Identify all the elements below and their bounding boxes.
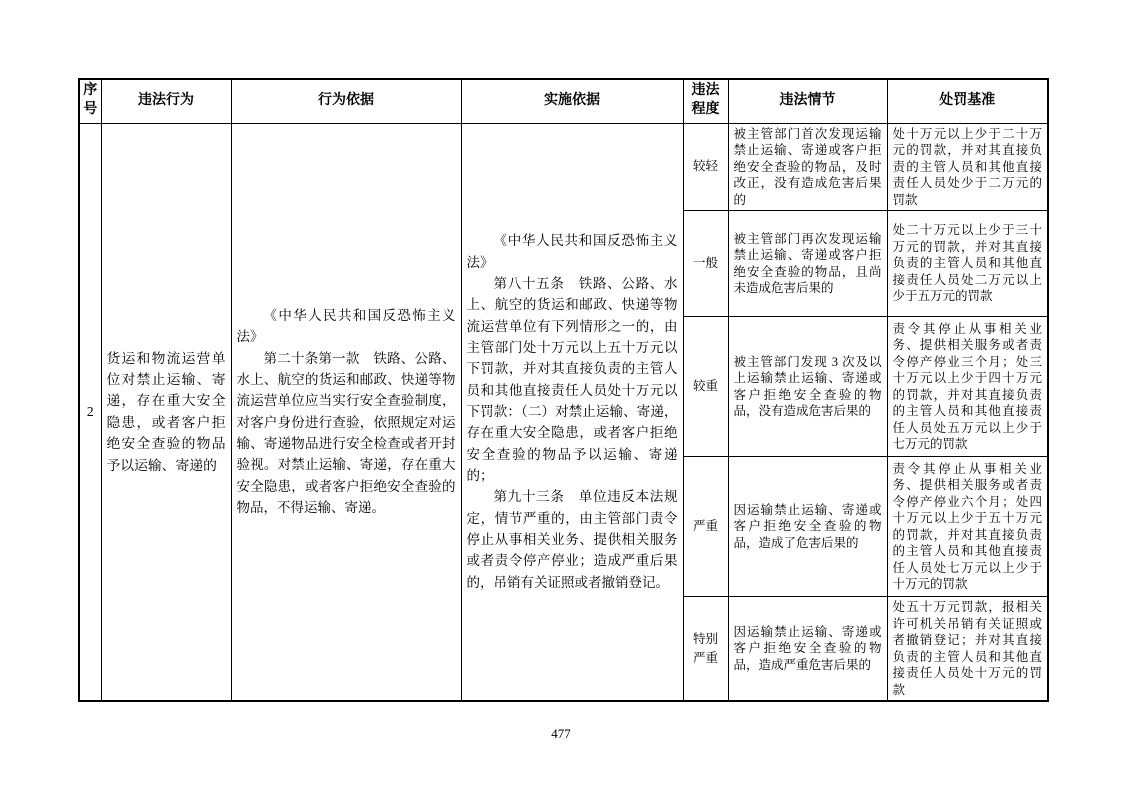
table-row-lighter (79, 123, 1048, 211)
seq-cell: 2 (79, 123, 101, 701)
col-header-behavior-basis: 行为依据 (231, 79, 461, 123)
circumstances-cell: 被主管部门再次发现运输禁止运输、寄递或客户拒绝安全查验的物品，且尚未造成危害后果的 (728, 211, 887, 317)
penalty-cell: 处十万元以上少于二十万元的罚款，并对其直接负责的主管人员和其他直接责任人员处少于二万元的罚款 (887, 123, 1048, 211)
behavior-basis-title: 《中华人民共和国反恐怖主义法》 (236, 308, 456, 345)
col-header-circumstances: 违法情节 (728, 79, 887, 123)
degree-cell: 一般 (683, 211, 728, 317)
degree-cell: 严重 (683, 457, 728, 597)
col-header-violation: 违法行为 (101, 79, 231, 123)
implementation-basis-p2: 第九十三条 单位违反本法规定，情节严重的，由主管部门责令停止从事相关业务、提供相关服务或者责令停产停业；造成严重后果的，吊销有关证照或者撤销登记。 (466, 489, 678, 590)
col-header-degree: 违法程度 (683, 79, 728, 123)
implementation-basis-p1: 第八十五条 铁路、公路、水上、航空的货运和邮政、快递等物流运营单位有下列情形之一的，由主管部门处十万元以上五十万元以下罚款，并对其直接负责的主管人员和其他直接责任人员处十万元以下罚款：（二）对禁止运输、寄递，存在重大安全隐患，或者客户拒绝安全查验的物品予以运输、寄递的； (466, 276, 678, 484)
penalty-cell: 责令其停止从事相关业务、提供相关服务或者责令停产停业六个月；处四十万元以上少于五十万元的罚款，并对其直接负责的主管人员和其他直接责任人员处七万元以上少于十万元的罚款 (887, 457, 1048, 597)
circumstances-cell: 因运输禁止运输、寄递或客户拒绝安全查验的物品，造成了危害后果的 (728, 457, 887, 597)
penalty-cell: 处五十万元罚款，报相关许可机关吊销有关证照或者撤销登记；并对其直接负责的主管人员和其他直接责任人员处十万元的罚款 (887, 597, 1048, 702)
behavior-basis-cell (231, 123, 461, 701)
table-header-row (79, 79, 1048, 123)
degree-cell: 较轻 (683, 123, 728, 211)
implementation-basis-cell (461, 123, 683, 701)
col-header-implementation-basis: 实施依据 (461, 79, 683, 123)
violation-cell: 货运和物流运营单位对禁止运输、寄递，存在重大安全隐患，或者客户拒绝安全查验的物品予以运输、寄递的 (101, 123, 231, 701)
circumstances-cell: 因运输禁止运输、寄递或客户拒绝安全查验的物品，造成严重危害后果的 (728, 597, 887, 702)
penalty-standards-table (78, 78, 1049, 702)
degree-cell: 特别严重 (683, 597, 728, 702)
penalty-cell: 责令其停止从事相关业务、提供相关服务或者责令停产停业三个月；处三十万元以上少于四十万元的罚款，并对其直接负责的主管人员和其他直接责任人员处五万元以上少于七万元的罚款 (887, 317, 1048, 457)
circumstances-cell: 被主管部门首次发现运输禁止运输、寄递或客户拒绝安全查验的物品，及时改正，没有造成危害后果的 (728, 123, 887, 211)
behavior-basis-body: 第二十条第一款 铁路、公路、水上、航空的货运和邮政、快递等物流运营单位应当实行安全查验制度，对客户身份进行查验，依照规定对运输、寄递物品进行安全检查或者开封验视。对禁止运输、寄递，存在重大安全隐患，或者客户拒绝安全查验的物品，不得运输、寄递。 (236, 350, 456, 516)
degree-cell: 较重 (683, 317, 728, 457)
circumstances-cell: 被主管部门发现 3 次及以上运输禁止运输、寄递或客户拒绝安全查验的物品，没有造成危害后果的 (728, 317, 887, 457)
penalty-cell: 处二十万元以上少于三十万元的罚款，并对其直接负责的主管人员和其他直接责任人员处二万元以上少于五万元的罚款 (887, 211, 1048, 317)
col-header-seq: 序号 (79, 79, 101, 123)
implementation-basis-title: 《中华人民共和国反恐怖主义法》 (466, 233, 678, 270)
col-header-penalty: 处罚基准 (887, 79, 1048, 123)
page-number: 477 (551, 726, 571, 741)
